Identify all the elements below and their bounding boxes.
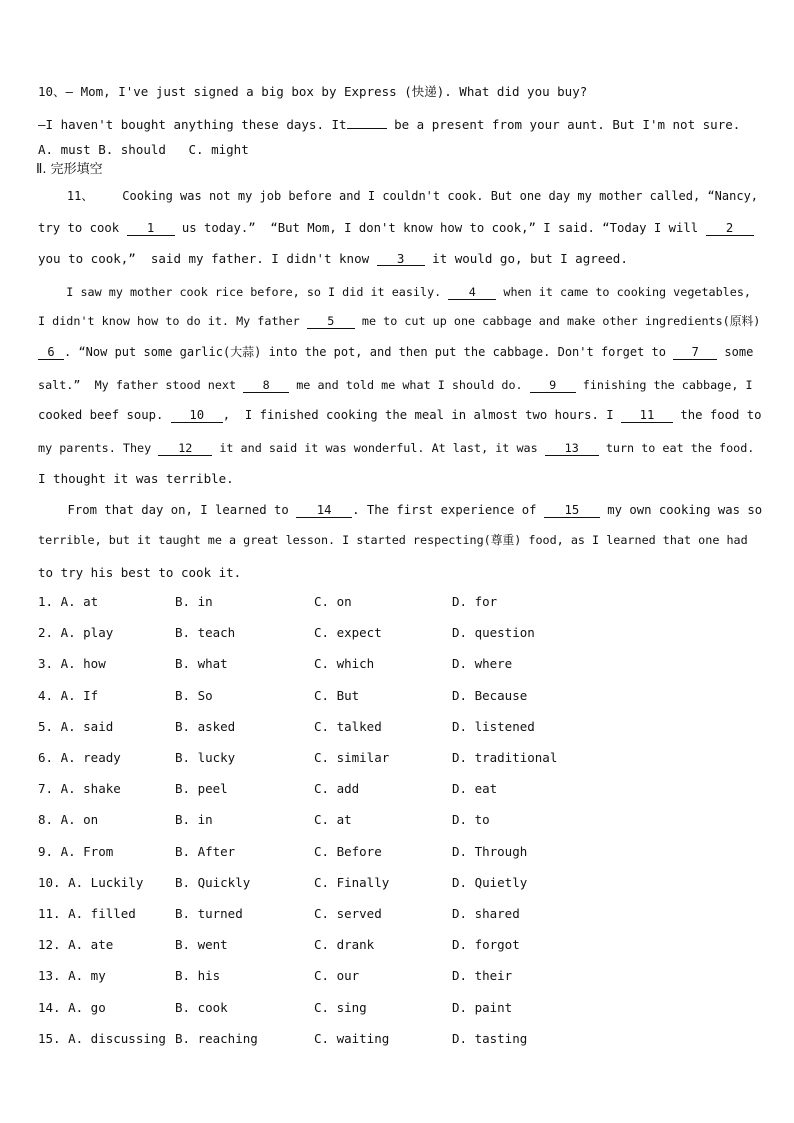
q10-answer-line [38, 117, 740, 133]
choice-option: B. what [175, 656, 228, 671]
choice-row [38, 688, 558, 704]
passage-line [38, 313, 760, 329]
blank-5: 5 [307, 315, 355, 329]
passage-text: cooked beef soup. [38, 408, 171, 422]
choice-option: C. drank [314, 937, 375, 952]
passage-text: I didn't know how to do it. My father [38, 314, 307, 328]
choice-row [38, 844, 558, 860]
choice-option: C. Before [314, 844, 382, 859]
choice-option: C. talked [314, 719, 382, 734]
choice-option: B. peel [175, 781, 228, 796]
q10-answer-text-b: be a present from your aunt. But I'm not sure. [386, 117, 741, 132]
choice-option: 8. A. on [38, 812, 99, 827]
blank-15: 15 [544, 504, 600, 518]
blank-11: 11 [621, 409, 673, 423]
choice-row [38, 906, 558, 922]
passage-line [38, 344, 753, 360]
choice-option: D. tasting [452, 1031, 528, 1046]
blank-13: 13 [545, 442, 599, 456]
choice-option: B. reaching [175, 1031, 258, 1046]
choice-row [38, 781, 558, 797]
passage-text: I saw my mother cook rice before, so I did it easily. [38, 285, 449, 299]
blank-1: 1 [127, 222, 175, 236]
passage-text: turn to eat the food. [598, 441, 755, 455]
choice-option: B. in [175, 812, 213, 827]
choice-option: C. expect [314, 625, 382, 640]
choice-option: C. waiting [314, 1031, 390, 1046]
q10-blank [347, 128, 387, 129]
passage-text: me to cut up one cabbage and make other ingredients(原料) [354, 314, 761, 328]
passage-text: us today.” “But Mom, I don't know how to cook,” I said. “Today I will [174, 221, 706, 235]
choice-option: C. sing [314, 1000, 367, 1015]
choice-option: 5. A. said [38, 719, 114, 734]
passage-line [38, 502, 762, 518]
choice-option: C. on [314, 594, 352, 609]
choice-option: C. Finally [314, 875, 390, 890]
passage-text: some [717, 345, 754, 359]
choice-row [38, 968, 558, 984]
passage-text: , I finished cooking the meal in almost two hours. I [222, 408, 622, 422]
q10-question-text: 10、— Mom, I've just signed a big box by Express (快递). What did you buy? [38, 84, 588, 99]
passage-text: I thought it was terrible. [38, 471, 234, 486]
blank-12: 12 [158, 442, 212, 456]
passage-line [38, 251, 628, 267]
choice-option: B. in [175, 594, 213, 609]
passage-text: the food to [673, 408, 762, 422]
choice-option: D. paint [452, 1000, 513, 1015]
choice-option: 9. A. From [38, 844, 114, 859]
passage-text: . “Now put some garlic(大蒜) into the pot, and then put the cabbage. Don't forget to [64, 345, 674, 359]
choice-option: D. shared [452, 906, 520, 921]
choice-option: C. which [314, 656, 375, 671]
choice-row [38, 1000, 558, 1016]
choice-row [38, 937, 558, 953]
choice-option: C. served [314, 906, 382, 921]
q10-options [38, 142, 249, 158]
passage-line [38, 188, 758, 204]
passage-text: me and told me what I should do. [289, 378, 530, 392]
choice-row [38, 656, 558, 672]
choice-option: D. for [452, 594, 498, 609]
choice-option: B. turned [175, 906, 243, 921]
passage-line [38, 471, 234, 487]
section-title: Ⅱ. 完形填空 [36, 162, 103, 177]
choice-option: B. After [175, 844, 236, 859]
choice-option: B. So [175, 688, 213, 703]
passage-text: finishing the cabbage, I [575, 378, 753, 392]
blank-8: 8 [243, 379, 289, 393]
passage-line [38, 440, 754, 456]
passage-text: it would go, but I agreed. [424, 251, 628, 266]
choice-option: 12. A. ate [38, 937, 114, 952]
choice-option: D. Because [452, 688, 528, 703]
choice-option: D. Through [452, 844, 528, 859]
passage-text: when it came to cooking vegetables, [496, 285, 751, 299]
choice-option: B. asked [175, 719, 236, 734]
choice-option: D. listened [452, 719, 535, 734]
choice-option: B. teach [175, 625, 236, 640]
blank-4: 4 [448, 286, 496, 300]
passage-text: my own cooking was so [599, 503, 763, 517]
passage-line [38, 220, 754, 236]
passage-text: my parents. They [38, 441, 159, 455]
passage-text: try to cook [38, 221, 127, 235]
passage-line [38, 284, 751, 300]
q10-answer-text-a: —I haven't bought anything these days. It [38, 117, 347, 132]
passage-text: salt.” My father stood next [38, 378, 244, 392]
choice-option: 11. A. filled [38, 906, 136, 921]
passage-text: to try his best to cook it. [38, 565, 242, 580]
choice-option: B. went [175, 937, 228, 952]
choice-option: 15. A. discussing [38, 1031, 166, 1046]
choice-option: 14. A. go [38, 1000, 106, 1015]
blank-7: 7 [673, 346, 717, 360]
choice-option: C. similar [314, 750, 390, 765]
passage-text: 11、 Cooking was not my job before and I couldn't cook. But one day my mother called, “Nancy, [38, 189, 759, 203]
choice-row [38, 719, 558, 735]
choice-option: 2. A. play [38, 625, 114, 640]
choice-option: B. his [175, 968, 221, 983]
choice-row [38, 594, 558, 610]
choice-option: 3. A. how [38, 656, 106, 671]
passage-text: you to cook,” said my father. I didn't know [38, 251, 377, 266]
choice-option: 10. A. Luckily [38, 875, 144, 890]
blank-14: 14 [296, 504, 352, 518]
choice-option: C. at [314, 812, 352, 827]
passage-line [38, 565, 241, 581]
q10-options-text: A. must B. should C. might [38, 142, 249, 157]
choice-option: D. forgot [452, 937, 520, 952]
blank-9: 9 [530, 379, 576, 393]
choice-option: B. Quickly [175, 875, 251, 890]
choice-option: 1. A. at [38, 594, 99, 609]
choice-row [38, 1031, 558, 1047]
choice-option: B. lucky [175, 750, 236, 765]
choice-option: B. cook [175, 1000, 228, 1015]
choice-option: D. eat [452, 781, 498, 796]
passage-text: it and said it was wonderful. At last, it was [212, 441, 545, 455]
choice-option: C. But [314, 688, 360, 703]
passage-text: . The first experience of [352, 503, 544, 517]
passage-text: terrible, but it taught me a great lesson. I started respecting(尊重) food, as I learned that one had [38, 533, 748, 547]
choice-option: C. add [314, 781, 360, 796]
blank-2: 2 [706, 222, 754, 236]
section-heading [36, 162, 103, 178]
choice-row [38, 812, 558, 828]
choice-option: 6. A. ready [38, 750, 121, 765]
choice-option: C. our [314, 968, 360, 983]
choice-row [38, 875, 558, 891]
choice-option: D. traditional [452, 750, 558, 765]
passage-line [38, 377, 753, 393]
blank-3: 3 [377, 252, 425, 266]
choice-option: D. where [452, 656, 513, 671]
blank-10: 10 [171, 409, 223, 423]
passage-text: From that day on, I learned to [38, 503, 297, 517]
choice-option: D. question [452, 625, 535, 640]
passage-line [38, 532, 748, 548]
passage-line [38, 407, 762, 423]
choice-option: D. to [452, 812, 490, 827]
choice-row [38, 750, 558, 766]
choice-row [38, 625, 558, 641]
choice-option: 7. A. shake [38, 781, 121, 796]
choice-option: 4. A. If [38, 688, 99, 703]
choice-option: 13. A. my [38, 968, 106, 983]
choice-option: D. Quietly [452, 875, 528, 890]
blank-6: 6 [38, 346, 64, 360]
choice-option: D. their [452, 968, 513, 983]
q10-question-line [38, 84, 587, 100]
